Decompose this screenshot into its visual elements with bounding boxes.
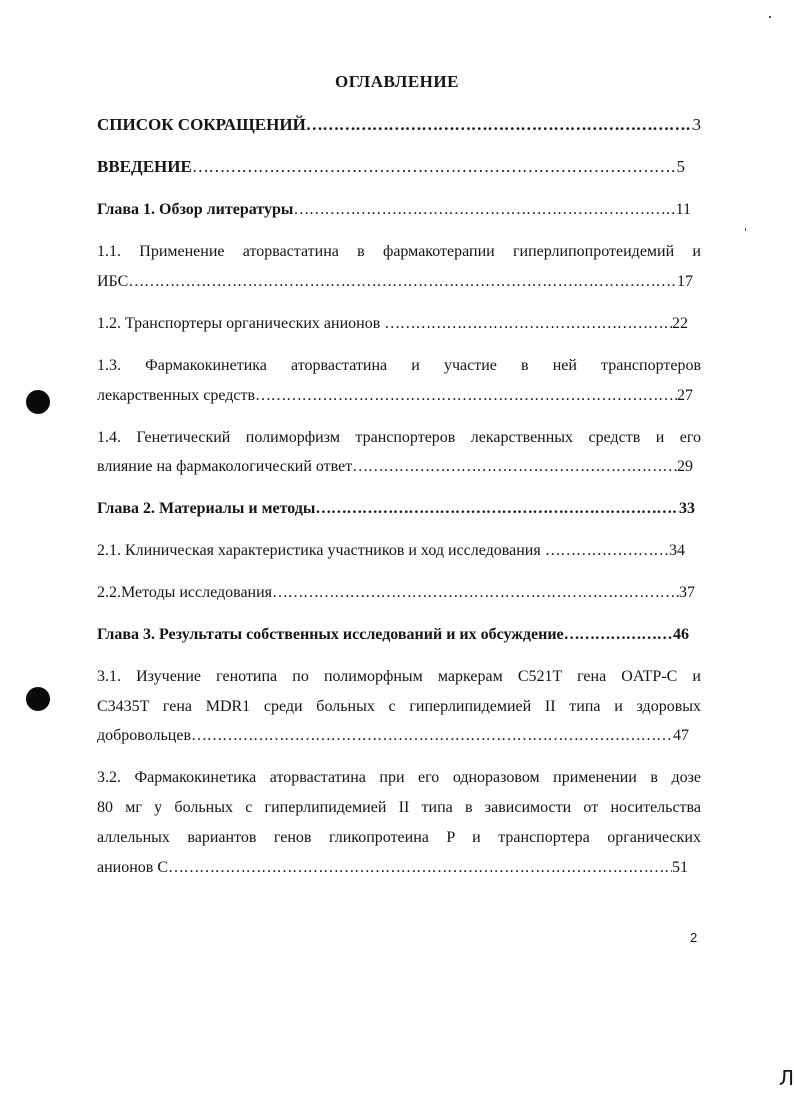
toc-entry-introduction[interactable] [97,155,685,179]
toc-entry-title: Глава 3. Результаты собственных исследований и их обсуждение [97,626,564,643]
toc-entry-page: 33 [679,500,695,517]
toc-leader-dots [315,497,679,521]
toc-entry-title: лекарственных средств [97,387,256,404]
toc-leader-dots [192,155,677,179]
toc-leader-dots [272,581,679,605]
toc-entry-line: аллельных вариантов генов гликопротеина P и транспортера органических [97,829,701,846]
punch-hole-bottom [26,687,50,711]
toc-entry-page: 27 [677,387,693,404]
toc-entry-2-2[interactable] [97,581,695,605]
toc-leader-dots [168,856,672,880]
toc-entry-page: 11 [675,201,691,218]
toc-entry-page: 17 [677,273,693,290]
scan-speck [745,228,746,231]
toc-entry-abbreviations[interactable] [97,113,701,137]
toc-entry-page: 5 [676,157,685,176]
toc-entry-last-line [97,455,693,479]
toc-entry-title: 2.1. Клиническая характеристика участников и ход исследования [97,542,545,559]
toc-entry-page: 3 [692,115,701,134]
toc-entry-page: 29 [677,458,693,475]
toc-entry-title: СПИСОК СОКРАЩЕНИЙ [97,115,306,134]
toc-entry-page: 37 [679,584,695,601]
toc-entry-chapter-2[interactable] [97,497,695,521]
scan-speck [769,16,771,18]
toc-entry-chapter-3[interactable] [97,623,689,647]
toc-entry-page: 34 [669,542,685,559]
toc-leader-dots [352,455,677,479]
toc-entry-title: 1.2. Транспортеры органических анионов [97,315,385,332]
toc-entry-title: Глава 2. Материалы и методы [97,500,316,517]
toc-entry-last-line [97,270,693,294]
toc-entry-line: 1.1. Применение аторвастатина в фармакотерапии гиперлипопротеидемий и [97,243,701,260]
toc-leader-dots [545,539,669,563]
toc-heading: ОГЛАВЛЕНИЕ [335,72,459,91]
toc-entry-line: 1.3. Фармакокинетика аторвастатина и участие в ней транспортеров [97,357,701,374]
toc-leader-dots [384,312,672,336]
toc-entry-title: ИБС [97,273,129,290]
toc-leader-dots [306,113,693,137]
toc-entry-title: ВВЕДЕНИЕ [97,157,192,176]
toc-leader-dots [564,623,673,647]
toc-entry-chapter-1[interactable] [97,198,691,222]
toc-entry-line: 80 мг у больных с гиперлипидемией II типа в зависимости от носительства [97,799,701,816]
toc-entry-page: 47 [673,727,689,744]
toc-entry-2-1[interactable] [97,539,685,563]
toc-entry-line: 3.2. Фармакокинетика аторвастатина при его одноразовом применении в дозе [97,769,701,786]
toc-entry-last-line [97,384,693,408]
toc-entry-title: Глава 1. Обзор литературы [97,201,294,218]
toc-entry-line: 3.1. Изучение генотипа по полиморфным маркерам C521T гена OATP-C и [97,668,701,685]
toc-leader-dots [128,270,677,294]
punch-hole-top [26,390,50,414]
toc-leader-dots [255,384,677,408]
toc-entry-page: 46 [673,626,689,643]
toc-entry-title: 2.2.Методы исследования [97,584,273,601]
toc-entry-title: влияние на фармакологический ответ [97,458,353,475]
page-number: 2 [690,930,698,945]
toc-leader-dots [191,724,673,748]
toc-entry-page: 51 [672,859,688,876]
toc-leader-dots [293,198,675,222]
toc-entry-title: добровольцев [97,727,192,744]
toc-entry-title: анионов C [97,859,169,876]
toc-entry-last-line [97,724,689,748]
toc-entry-line: C3435T гена MDR1 среди больных с гиперлипидемией II типа и здоровых [97,698,701,715]
toc-entry-1-2[interactable] [97,312,688,336]
corner-mark: Л [779,1066,794,1090]
toc-entry-line: 1.4. Генетический полиморфизм транспортеров лекарственных средств и его [97,429,701,446]
toc-entry-page: 22 [672,315,688,332]
toc-entry-last-line [97,856,688,880]
